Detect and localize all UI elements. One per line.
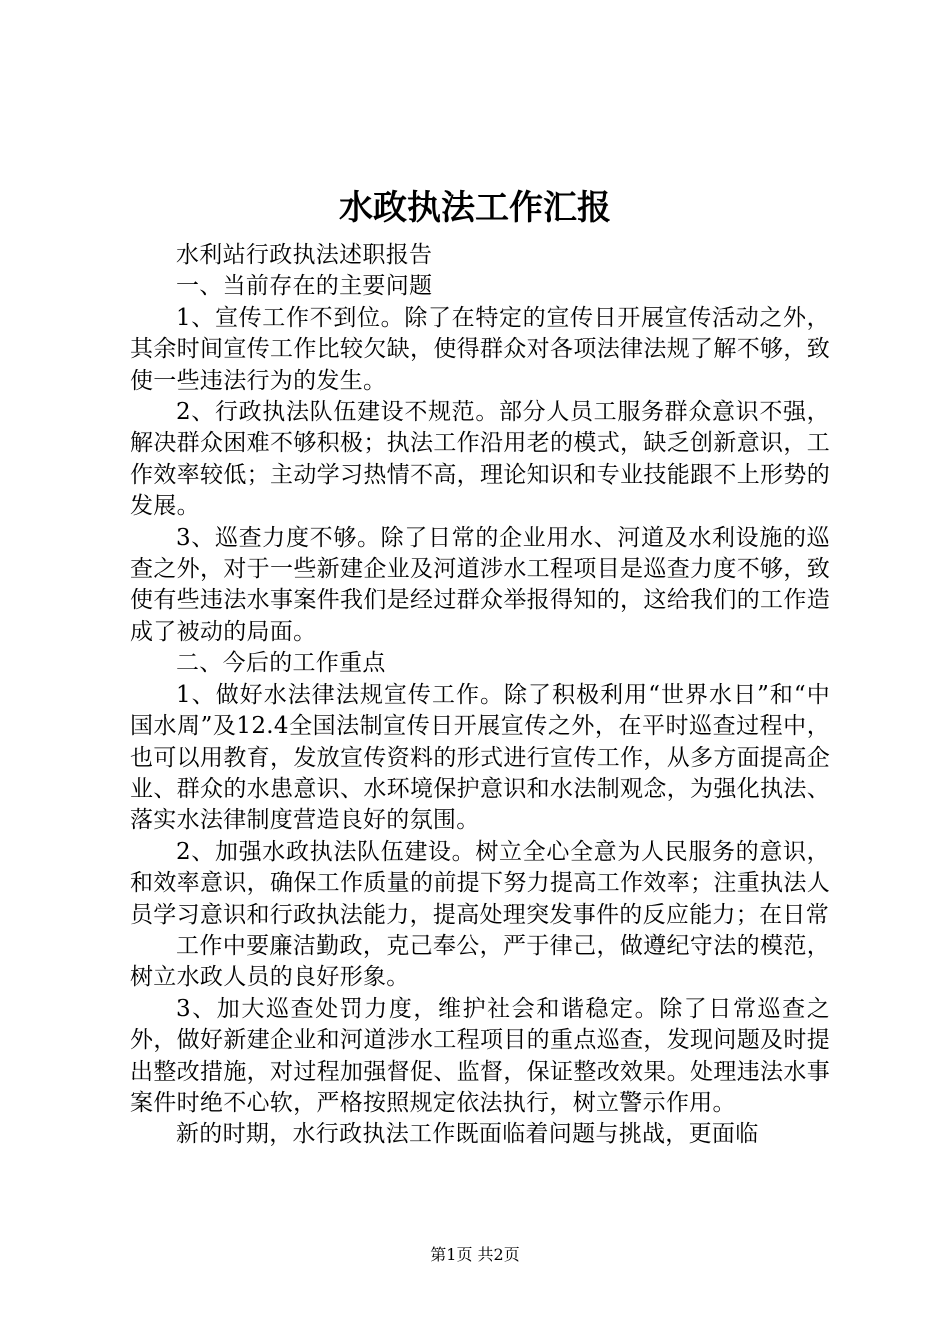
paragraph-problem-1: 1、宣传工作不到位。除了在特定的宣传日开展宣传活动之外，其余时间宣传工作比较欠缺，使得群众对各项法律法规了解不够，致使一些违法行为的发生。 bbox=[130, 304, 830, 394]
paragraph-focus-3: 3、加大巡查处罚力度，维护社会和谐稳定。除了日常巡查之外，做好新建企业和河道涉水工程项目的重点巡查，发现问题及时提出整改措施，对过程加强督促、监督，保证整改效果。处理违法水事案件时绝不心软，严格按照规定依法执行，树立警示作用。 bbox=[130, 995, 830, 1116]
paragraph-subtitle: 水利站行政执法述职报告 bbox=[176, 242, 433, 268]
document-body bbox=[130, 240, 830, 1151]
paragraph-focus-2-continued: 工作中要廉洁勤政，克己奉公，严于律己，做遵纪守法的模范，树立水政人员的良好形象。 bbox=[130, 932, 830, 991]
page-number-footer: 第1页 共2页 bbox=[430, 1245, 520, 1264]
paragraph-problem-2: 2、行政执法队伍建设不规范。部分人员工服务群众意识不强，解决群众困难不够积极；执法工作沿用老的模式，缺乏创新意识，工作效率较低；主动学习热情不高，理论知识和专业技能跟不上形势的发展。 bbox=[130, 399, 830, 520]
paragraph-heading-problems: 一、当前存在的主要问题 bbox=[176, 273, 433, 300]
paragraph-closing: 新的时期，水行政执法工作既面临着问题与挑战，更面临 bbox=[176, 1121, 759, 1148]
document-title: 水政执法工作汇报 bbox=[339, 188, 611, 228]
paragraph-focus-1: 1、做好水法律法规宣传工作。除了积极利用“世界水日”和“中国水周”及12.4全国法制宣传日开展宣传之外，在平时巡查过程中，也可以用教育，发放宣传资料的形式进行宣传工作，从多方面提高企业、群众的水患意识、水环境保护意识和水法制观念，为强化执法、落实水法律制度营造良好的氛围。 bbox=[130, 681, 830, 834]
paragraph-problem-3: 3、巡查力度不够。除了日常的企业用水、河道及水利设施的巡查之外，对于一些新建企业及河道涉水工程项目是巡查力度不够，致使有些违法水事案件我们是经过群众举报得知的，这给我们的工作造成了被动的局面。 bbox=[130, 524, 830, 645]
paragraph-heading-focus: 二、今后的工作重点 bbox=[176, 650, 386, 677]
paragraph-focus-2: 2、加强水政执法队伍建设。树立全心全意为人民服务的意识，和效率意识，确保工作质量的前提下努力提高工作效率；注重执法人员学习意识和行政执法能力，提高处理突发事件的反应能力；在日常 bbox=[130, 838, 830, 928]
